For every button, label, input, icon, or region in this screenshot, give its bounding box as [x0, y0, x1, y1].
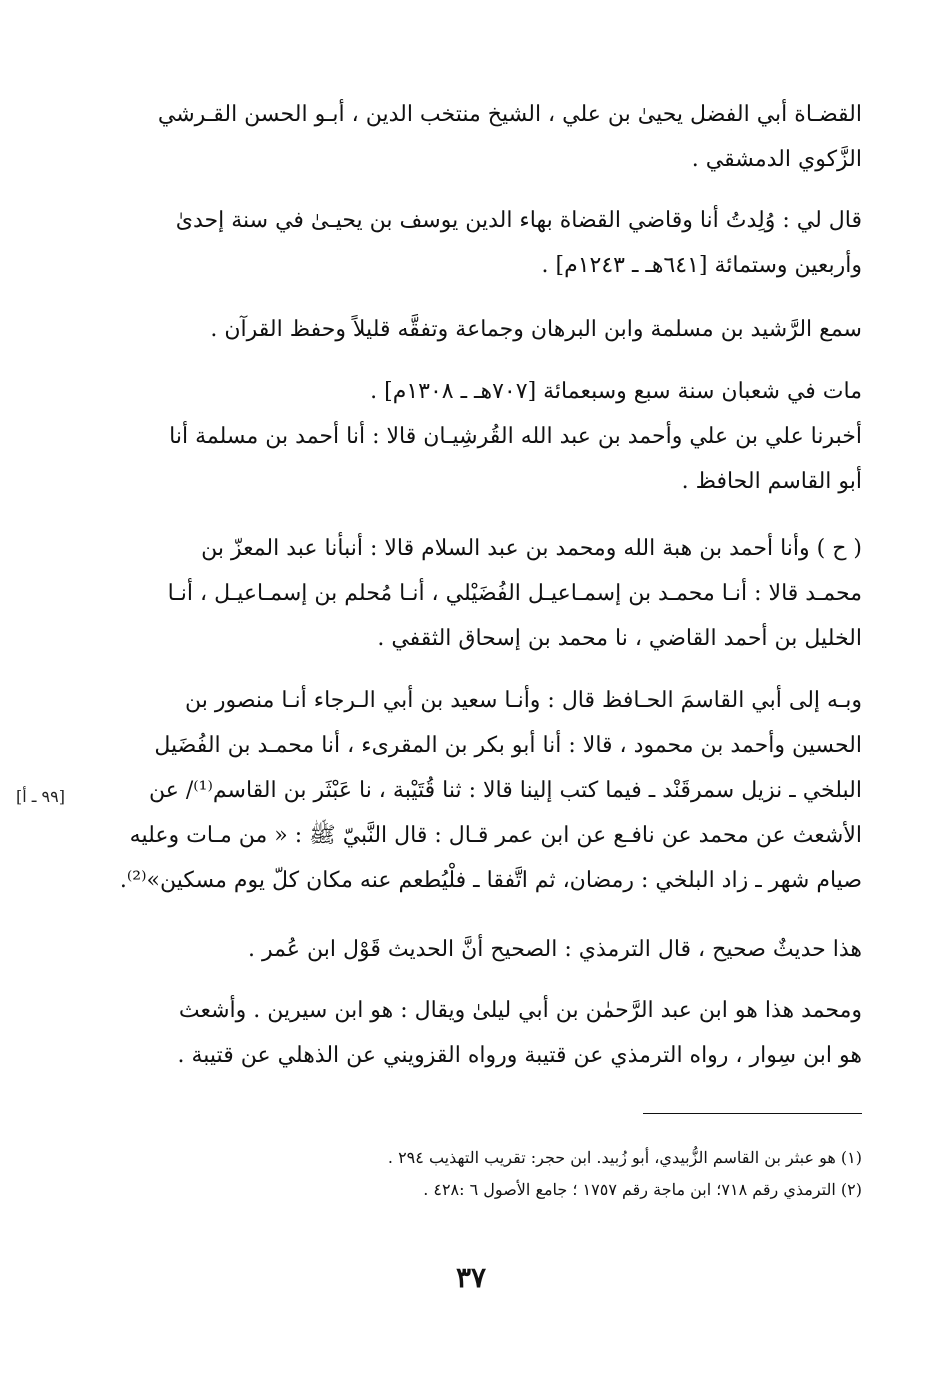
text-line: الحسين وأحمد بن محمود ، قالا : أنا أبو بكر بن المقرىء ، أنا محمـد بن الفُضَيل	[154, 733, 862, 758]
text-line: صيام شهر ـ زاد البلخي : رمضان، ثم اتَّفقا ـ فلْيُطعم عنه مكان كلّ يوم مسكين»⁽²⁾.	[119, 868, 862, 893]
text-line: مات في شعبان سنة سبع وسبعمائة [٧٠٧هـ ـ ١٣٠٨م] .	[370, 379, 862, 404]
text-line: البلخي ـ نزيل سمرقَنْد ـ فيما كتب إلينا قالا : ثنا قُتَيْبة ، نا عَبْثَر بن القاسم⁽¹⁾/ عن	[148, 778, 862, 803]
text-line: قال لي : وُلِدتُ أنا وقاضي القضاة بهاء الدين يوسف بن يحيـىٰ في سنة إحدىٰ	[175, 208, 862, 233]
paragraph-7	[118, 927, 862, 972]
footnote-2: (٢) الترمذي رقم ٧١٨؛ ابن ماجة رقم ١٧٥٧ ؛ جامع الأصول ٦ :٤٢٨ .	[423, 1180, 862, 1199]
paragraph-3	[118, 307, 862, 352]
text-line: وأربعين وستمائة [٦٤١هـ ـ ١٢٤٣م] .	[541, 253, 862, 278]
text-line: هذا حديثٌ صحيح ، قال الترمذي : الصحيح أنَّ الحديث قَوْل ابن عُمر .	[248, 937, 862, 962]
text-line: ( ح ) وأنا أحمد بن هبة الله ومحمد بن عبد السلام قالا : أنبأنا عبد المعزّ بن	[201, 536, 862, 561]
text-line: هو ابن سِوار ، رواه الترمذي عن قتيبة ورواه القزويني عن الذهلي عن قتيبة .	[177, 1043, 862, 1068]
paragraph-8	[118, 988, 862, 1078]
text-line: أبو القاسم الحافظ .	[681, 469, 862, 494]
text-line: ومحمد هذا هو ابن عبد الرَّحمٰن بن أبي ليلىٰ ويقال : هو ابن سيرين . وأشعث	[178, 998, 862, 1023]
text-line: أخبرنا علي بن علي وأحمد بن عبد الله القُرشِيـان قالا : أنا أحمد بن مسلمة أنا	[169, 424, 862, 449]
text-line: الأشعث عن محمد عن نافـع عن ابن عمر قـال : قال النَّبيّ ﷺ : « من مـات وعليه	[129, 823, 862, 848]
paragraph-5	[118, 526, 862, 661]
page-number: ٣٧	[455, 1261, 487, 1294]
paragraph-1	[118, 92, 862, 182]
text-line: سمع الرَّشيد بن مسلمة وابن البرهان وجماعة وتفقَّه قليلاً وحفظ القرآن .	[210, 317, 862, 342]
paragraph-2	[118, 198, 862, 288]
text-line: الخليل بن أحمد القاضي ، نا محمد بن إسحاق الثقفي .	[377, 626, 862, 651]
margin-folio-note: [٩٩ ـ أ]	[16, 787, 65, 806]
text-line: وبـه إلى أبي القاسمَ الحـافظ قال : وأنـا سعيد بن أبي الـرجاء أنـا منصور بن	[185, 688, 862, 713]
footnote-1: (١) هو عبثر بن القاسم الزُّبيدي، أبو زُبيد. ابن حجر: تقريب التهذيب ٢٩٤ .	[387, 1148, 862, 1167]
text-line: محمـد قالا : أنـا محمـد بن إسمـاعيـل الفُضَيْلي ، أنـا مُحلم بن إسمـاعيـل ، أنـا	[167, 581, 862, 606]
paragraph-6	[118, 678, 862, 903]
paragraph-4	[118, 369, 862, 504]
text-line: القضـاة أبي الفضل يحيىٰ بن علي ، الشيخ منتخب الدين ، أبـو الحسن القـرشي	[157, 102, 862, 127]
footnote-separator	[643, 1113, 862, 1114]
footnotes	[118, 1142, 862, 1206]
text-line: الزَّكوي الدمشقي .	[691, 147, 862, 172]
